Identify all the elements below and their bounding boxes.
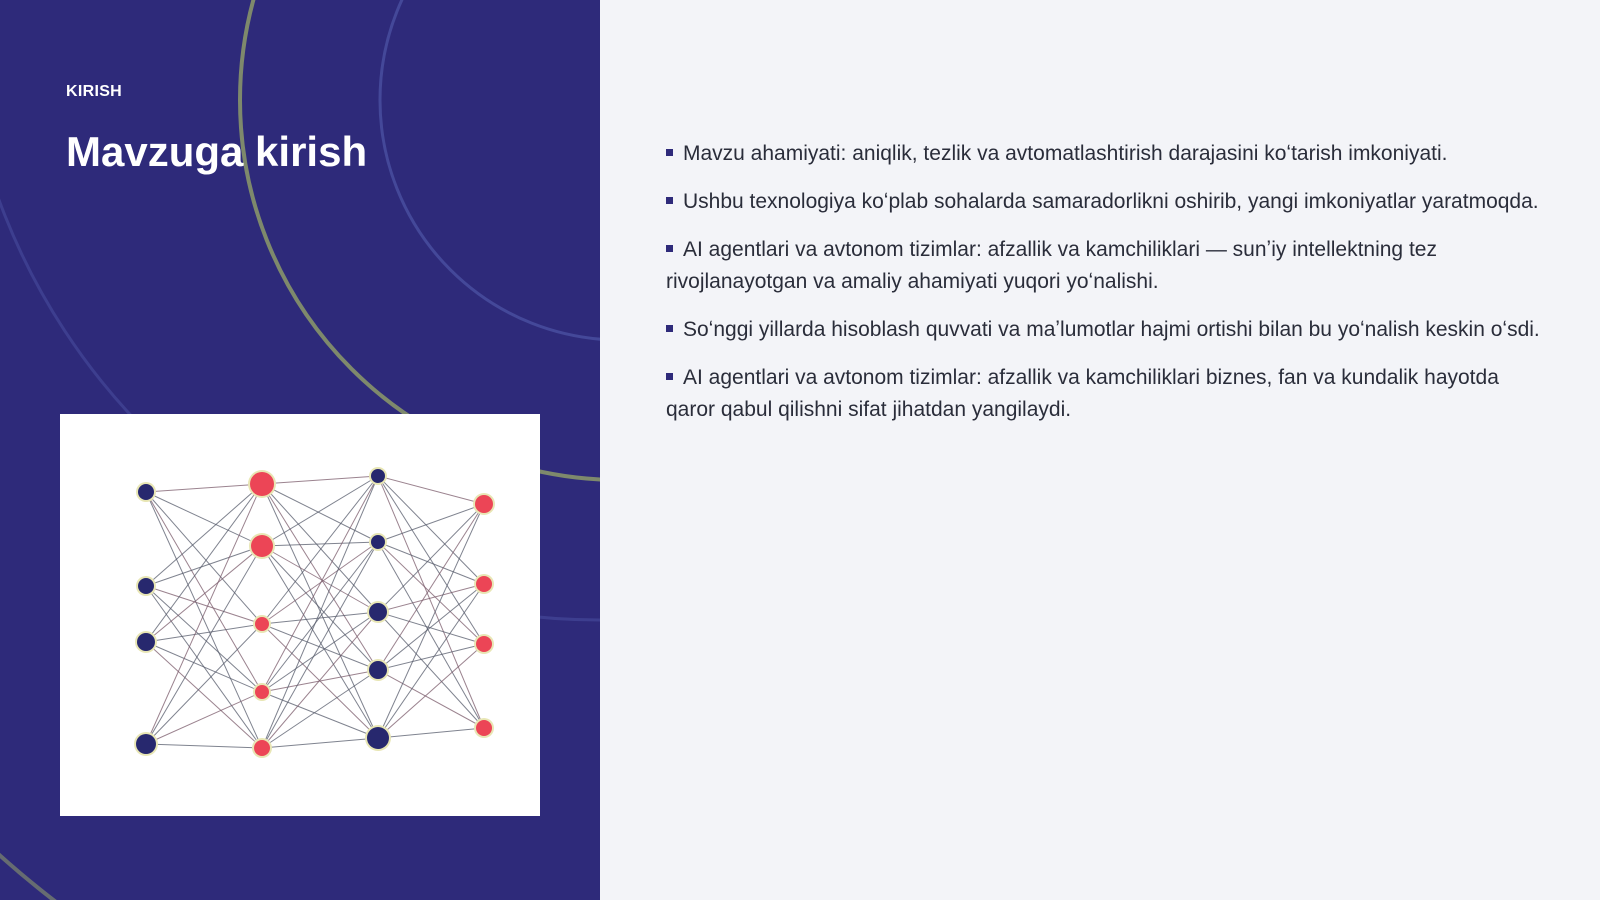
network-edge <box>378 476 484 644</box>
bullet-text: Mavzu ahamiyati: aniqlik, tezlik va avtomatlashtirish darajasini koʻtarish imkoniyati. <box>683 142 1448 165</box>
network-edge <box>146 492 262 748</box>
slide-title: Mavzuga kirish <box>66 128 368 175</box>
network-edge <box>146 484 262 744</box>
network-edge <box>378 542 484 584</box>
bullet-item <box>666 234 1546 298</box>
network-edge <box>378 612 484 728</box>
network-edge <box>262 738 378 748</box>
network-edge <box>262 484 378 612</box>
network-edge <box>146 484 262 586</box>
network-node <box>476 576 492 592</box>
network-edge <box>378 504 484 542</box>
network-edge <box>378 504 484 738</box>
network-edge <box>146 744 262 748</box>
network-node <box>476 720 492 736</box>
neural-network-image <box>60 414 540 816</box>
network-edge <box>262 612 378 624</box>
network-edge <box>262 542 378 546</box>
network-edge <box>378 504 484 670</box>
network-edge <box>378 542 484 728</box>
network-node <box>255 685 269 699</box>
network-edge <box>262 484 378 542</box>
bullet-text: AI agentlari va avtonom tizimlar: afzallik va kamchiliklari — sunʼiy intellektning tez rivojlanayotgan va amaliy ahamiyati yuqori yoʻnalishi. <box>666 238 1437 293</box>
network-node <box>136 734 156 754</box>
network-edge <box>262 670 378 692</box>
bullet-marker-icon <box>666 149 673 156</box>
network-edge <box>146 484 262 492</box>
left-panel <box>0 0 600 900</box>
bullet-item <box>666 362 1546 426</box>
bullet-text: Ushbu texnologiya koʻplab sohalarda samaradorlikni oshirib, yangi imkoniyatlar yaratmoqda. <box>683 190 1539 213</box>
network-edge <box>146 546 262 744</box>
bullet-list <box>666 138 1546 442</box>
network-edge <box>262 624 378 670</box>
network-node <box>137 633 155 651</box>
network-node <box>476 636 492 652</box>
section-label: KIRISH <box>66 83 123 100</box>
network-edge <box>378 476 484 504</box>
bullet-item <box>666 186 1546 218</box>
network-node <box>475 495 493 513</box>
network-edge <box>146 546 262 586</box>
network-edge <box>378 476 484 728</box>
bullet-item <box>666 314 1546 346</box>
network-edge <box>262 476 378 692</box>
bullet-marker-icon <box>666 245 673 252</box>
network-node <box>369 661 387 679</box>
network-edge <box>378 670 484 728</box>
network-node <box>250 472 274 496</box>
network-edge <box>378 728 484 738</box>
bullet-marker-icon <box>666 197 673 204</box>
bullet-marker-icon <box>666 325 673 332</box>
neural-network-icon <box>60 414 540 816</box>
network-edge <box>378 504 484 612</box>
network-edge <box>378 584 484 738</box>
network-edge <box>262 476 378 484</box>
network-node <box>138 484 154 500</box>
network-node <box>371 469 385 483</box>
bullet-marker-icon <box>666 373 673 380</box>
network-edge <box>262 542 378 748</box>
network-edge <box>378 612 484 644</box>
network-edge <box>146 546 262 642</box>
network-node <box>138 578 154 594</box>
network-edge <box>378 476 484 584</box>
bullet-item <box>666 138 1546 170</box>
bullet-text: AI agentlari va avtonom tizimlar: afzallik va kamchiliklari biznes, fan va kundalik hayotda qaror qabul qilishni sifat jihatdan yangilaydi. <box>666 366 1499 421</box>
network-edge <box>146 492 262 546</box>
network-node <box>367 727 389 749</box>
network-edge <box>146 492 262 624</box>
bullet-text: Soʻnggi yillarda hisoblash quvvati va maʼlumotlar hajmi ortishi bilan bu yoʻnalish keskin oʻsdi. <box>683 318 1540 341</box>
network-node <box>251 535 273 557</box>
network-node <box>369 603 387 621</box>
network-edge <box>146 692 262 744</box>
network-edge <box>146 642 262 748</box>
network-node <box>371 535 385 549</box>
network-node <box>255 617 269 631</box>
network-node <box>254 740 270 756</box>
